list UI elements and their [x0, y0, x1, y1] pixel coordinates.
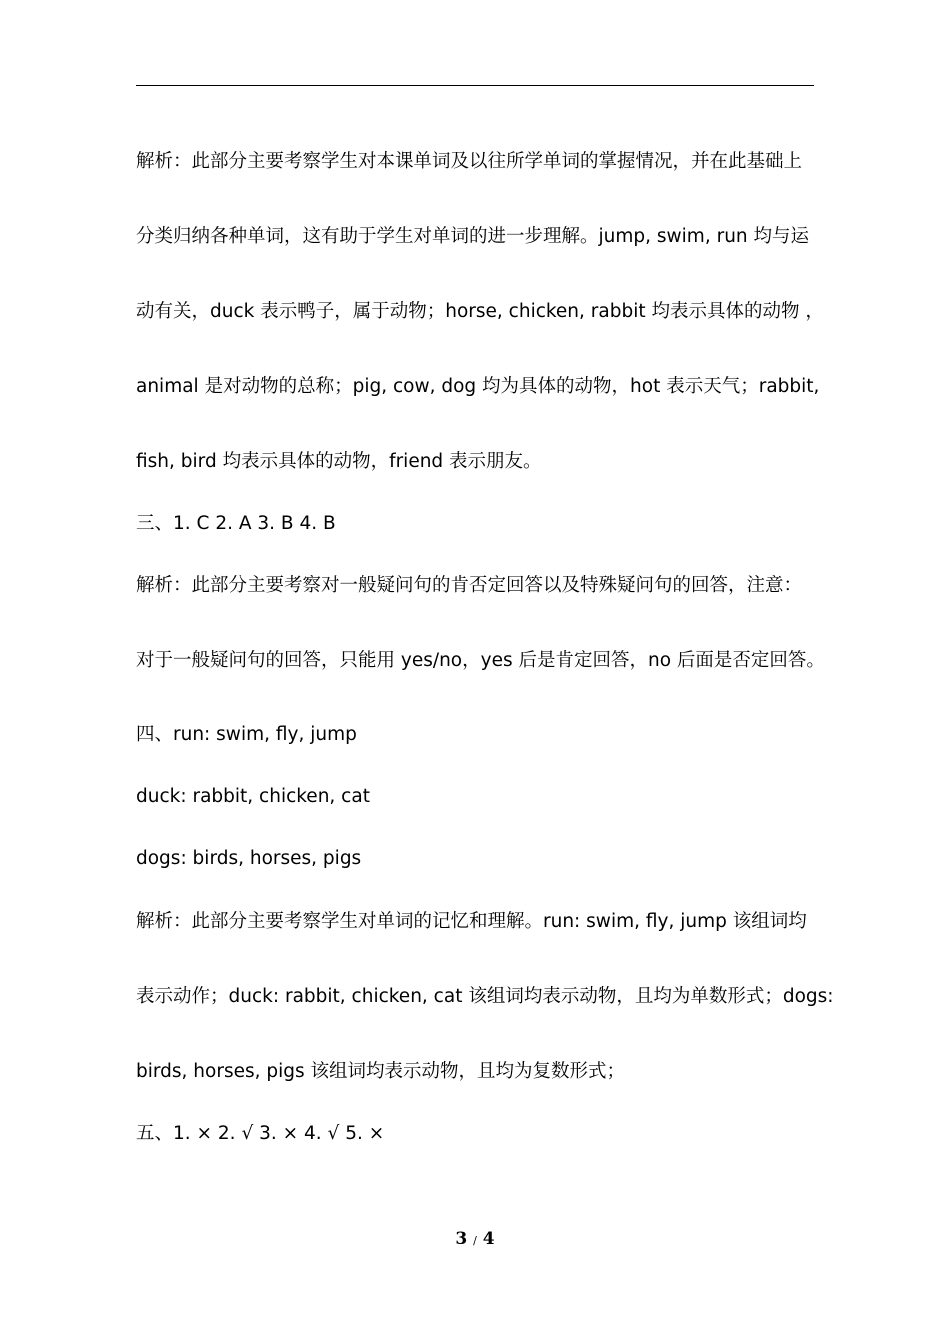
- analysis-paragraph-line: 表示动作；duck: rabbit, chicken, cat 该组词均表示动物，且均为单数形式；dogs:: [136, 986, 834, 1007]
- page-current: 3: [455, 1229, 468, 1249]
- section-four-answer-line: 四、run: swim, fly, jump: [136, 724, 357, 745]
- section-four-answer-line: dogs: birds, horses, pigs: [136, 848, 362, 869]
- section-three-answers: 三、1. C 2. A 3. B 4. B: [136, 513, 336, 534]
- analysis-paragraph-line: 对于一般疑问句的回答，只能用 yes/no，yes 后是肯定回答，no 后面是否定回答。: [136, 650, 825, 671]
- analysis-paragraph-line: 解析：此部分主要考察对一般疑问句的肯否定回答以及特殊疑问句的回答，注意：: [136, 575, 803, 596]
- analysis-paragraph-line: animal 是对动物的总称；pig, cow, dog 均为具体的动物，hot 表示天气；rabbit,: [136, 376, 820, 397]
- section-four-answer-line: duck: rabbit, chicken, cat: [136, 786, 370, 807]
- analysis-paragraph-line: birds, horses, pigs 该组词均表示动物，且均为复数形式；: [136, 1061, 626, 1082]
- page-separator: /: [473, 1234, 477, 1247]
- page-total: 4: [482, 1229, 495, 1249]
- page-number: [0, 1228, 950, 1252]
- analysis-paragraph-line: fish, bird 均表示具体的动物，friend 表示朋友。: [136, 451, 542, 472]
- analysis-paragraph-line: 分类归纳各种单词，这有助于学生对单词的进一步理解。jump, swim, run 均与运: [136, 226, 810, 247]
- header-rule: [136, 85, 814, 86]
- analysis-paragraph-line: 解析：此部分主要考察学生对单词的记忆和理解。run: swim, fly, jump 该组词均: [136, 911, 807, 932]
- section-five-answers: 五、1. × 2. √ 3. × 4. √ 5. ×: [136, 1123, 385, 1144]
- analysis-paragraph-line: 解析：此部分主要考察学生对本课单词及以往所学单词的掌握情况，并在此基础上: [136, 151, 803, 172]
- analysis-paragraph-line: 动有关，duck 表示鸭子，属于动物；horse, chicken, rabbit 均表示具体的动物 ，: [136, 301, 824, 322]
